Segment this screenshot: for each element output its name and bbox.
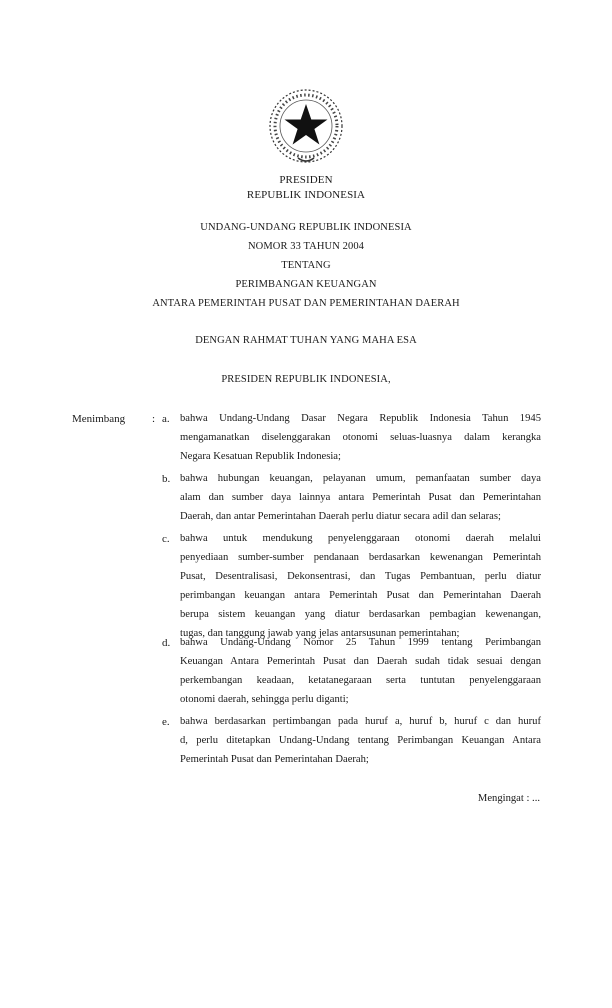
text-line: d, perlu ditetapkan Undang-Undang tentang Perimbangan Keuangan Antara xyxy=(180,735,541,746)
text-line: Daerah, dan antar Pemerintahan Daerah perlu diatur secara adil dan selaras; xyxy=(180,511,501,522)
item-marker-a: a. xyxy=(162,413,170,425)
text-line: penyediaan sumber-sumber pendanaan berdasarkan kewenangan Pemerintah xyxy=(180,552,541,563)
text-line: Pemerintah Pusat dan Pemerintahan Daerah; xyxy=(180,754,369,765)
menimbang-label: Menimbang xyxy=(72,413,126,425)
law-subject: PERIMBANGAN KEUANGAN xyxy=(235,279,377,290)
item-marker-c: c. xyxy=(162,533,170,545)
text-line: Keuangan Antara Pemerintah Pusat dan Daerah sudah tidak sesuai dengan xyxy=(180,656,541,667)
item-marker-b: b. xyxy=(162,473,171,485)
continuation-footer: Mengingat : ... xyxy=(477,793,540,804)
menimbang-item-d xyxy=(180,633,541,709)
text-line: tugas, dan tanggung jawab yang jelas antarsusunan pemerintahan; xyxy=(180,628,460,639)
text-line: bahwa untuk mendukung penyelenggaraan otonomi daerah melalui xyxy=(180,533,541,544)
text-line: bahwa hubungan keuangan, pelayanan umum, pemanfaatan sumber daya xyxy=(180,473,541,484)
text-line: berupa sistem keuangan yang diatur berdasarkan pembagian kewenangan, xyxy=(180,609,541,620)
header-president: PRESIDEN xyxy=(279,174,333,186)
law-tentang: TENTANG xyxy=(281,260,331,271)
text-line: bahwa Undang-Undang Nomor 25 Tahun 1999 tentang Perimbangan xyxy=(180,637,541,648)
text-line: perimbangan keuangan antara Pemerintah Pusat dan Pemerintahan Daerah xyxy=(180,590,541,601)
menimbang-colon: : xyxy=(152,413,156,425)
presidential-emblem-icon xyxy=(266,86,346,166)
text-line: alam dan sumber daya lainnya antara Pemerintah Pusat dan Pemerintahan xyxy=(180,492,541,503)
blessing-line: DENGAN RAHMAT TUHAN YANG MAHA ESA xyxy=(195,335,417,346)
text-line: mengamanatkan diselenggarakan otonomi seluas-luasnya dalam kerangka xyxy=(180,432,541,443)
menimbang-item-a xyxy=(180,409,541,466)
text-line: bahwa Undang-Undang Dasar Negara Republik Indonesia Tahun 1945 xyxy=(180,413,541,424)
header-republic: REPUBLIK INDONESIA xyxy=(246,189,366,201)
menimbang-item-b xyxy=(180,469,541,526)
item-marker-d: d. xyxy=(162,637,171,649)
text-line: otonomi daerah, sehingga perlu diganti; xyxy=(180,694,349,705)
menimbang-item-c xyxy=(180,529,541,643)
law-subject-cont: ANTARA PEMERINTAH PUSAT DAN PEMERINTAHAN DAERAH xyxy=(152,298,460,309)
text-line: Negara Kesatuan Republik Indonesia; xyxy=(180,451,341,462)
authority-line: PRESIDEN REPUBLIK INDONESIA, xyxy=(221,374,391,385)
text-line: bahwa berdasarkan pertimbangan pada huruf a, huruf b, huruf c dan huruf xyxy=(180,716,541,727)
item-marker-e: e. xyxy=(162,716,170,728)
menimbang-item-e xyxy=(180,712,541,769)
text-line: Pusat, Desentralisasi, Dekonsentrasi, dan Tugas Pembantuan, perlu diatur xyxy=(180,571,541,582)
text-line: perkembangan keadaan, ketatanegaraan serta tuntutan penyelenggaraan xyxy=(180,675,541,686)
law-number: NOMOR 33 TAHUN 2004 xyxy=(247,241,365,252)
law-title: UNDANG-UNDANG REPUBLIK INDONESIA xyxy=(200,222,412,233)
